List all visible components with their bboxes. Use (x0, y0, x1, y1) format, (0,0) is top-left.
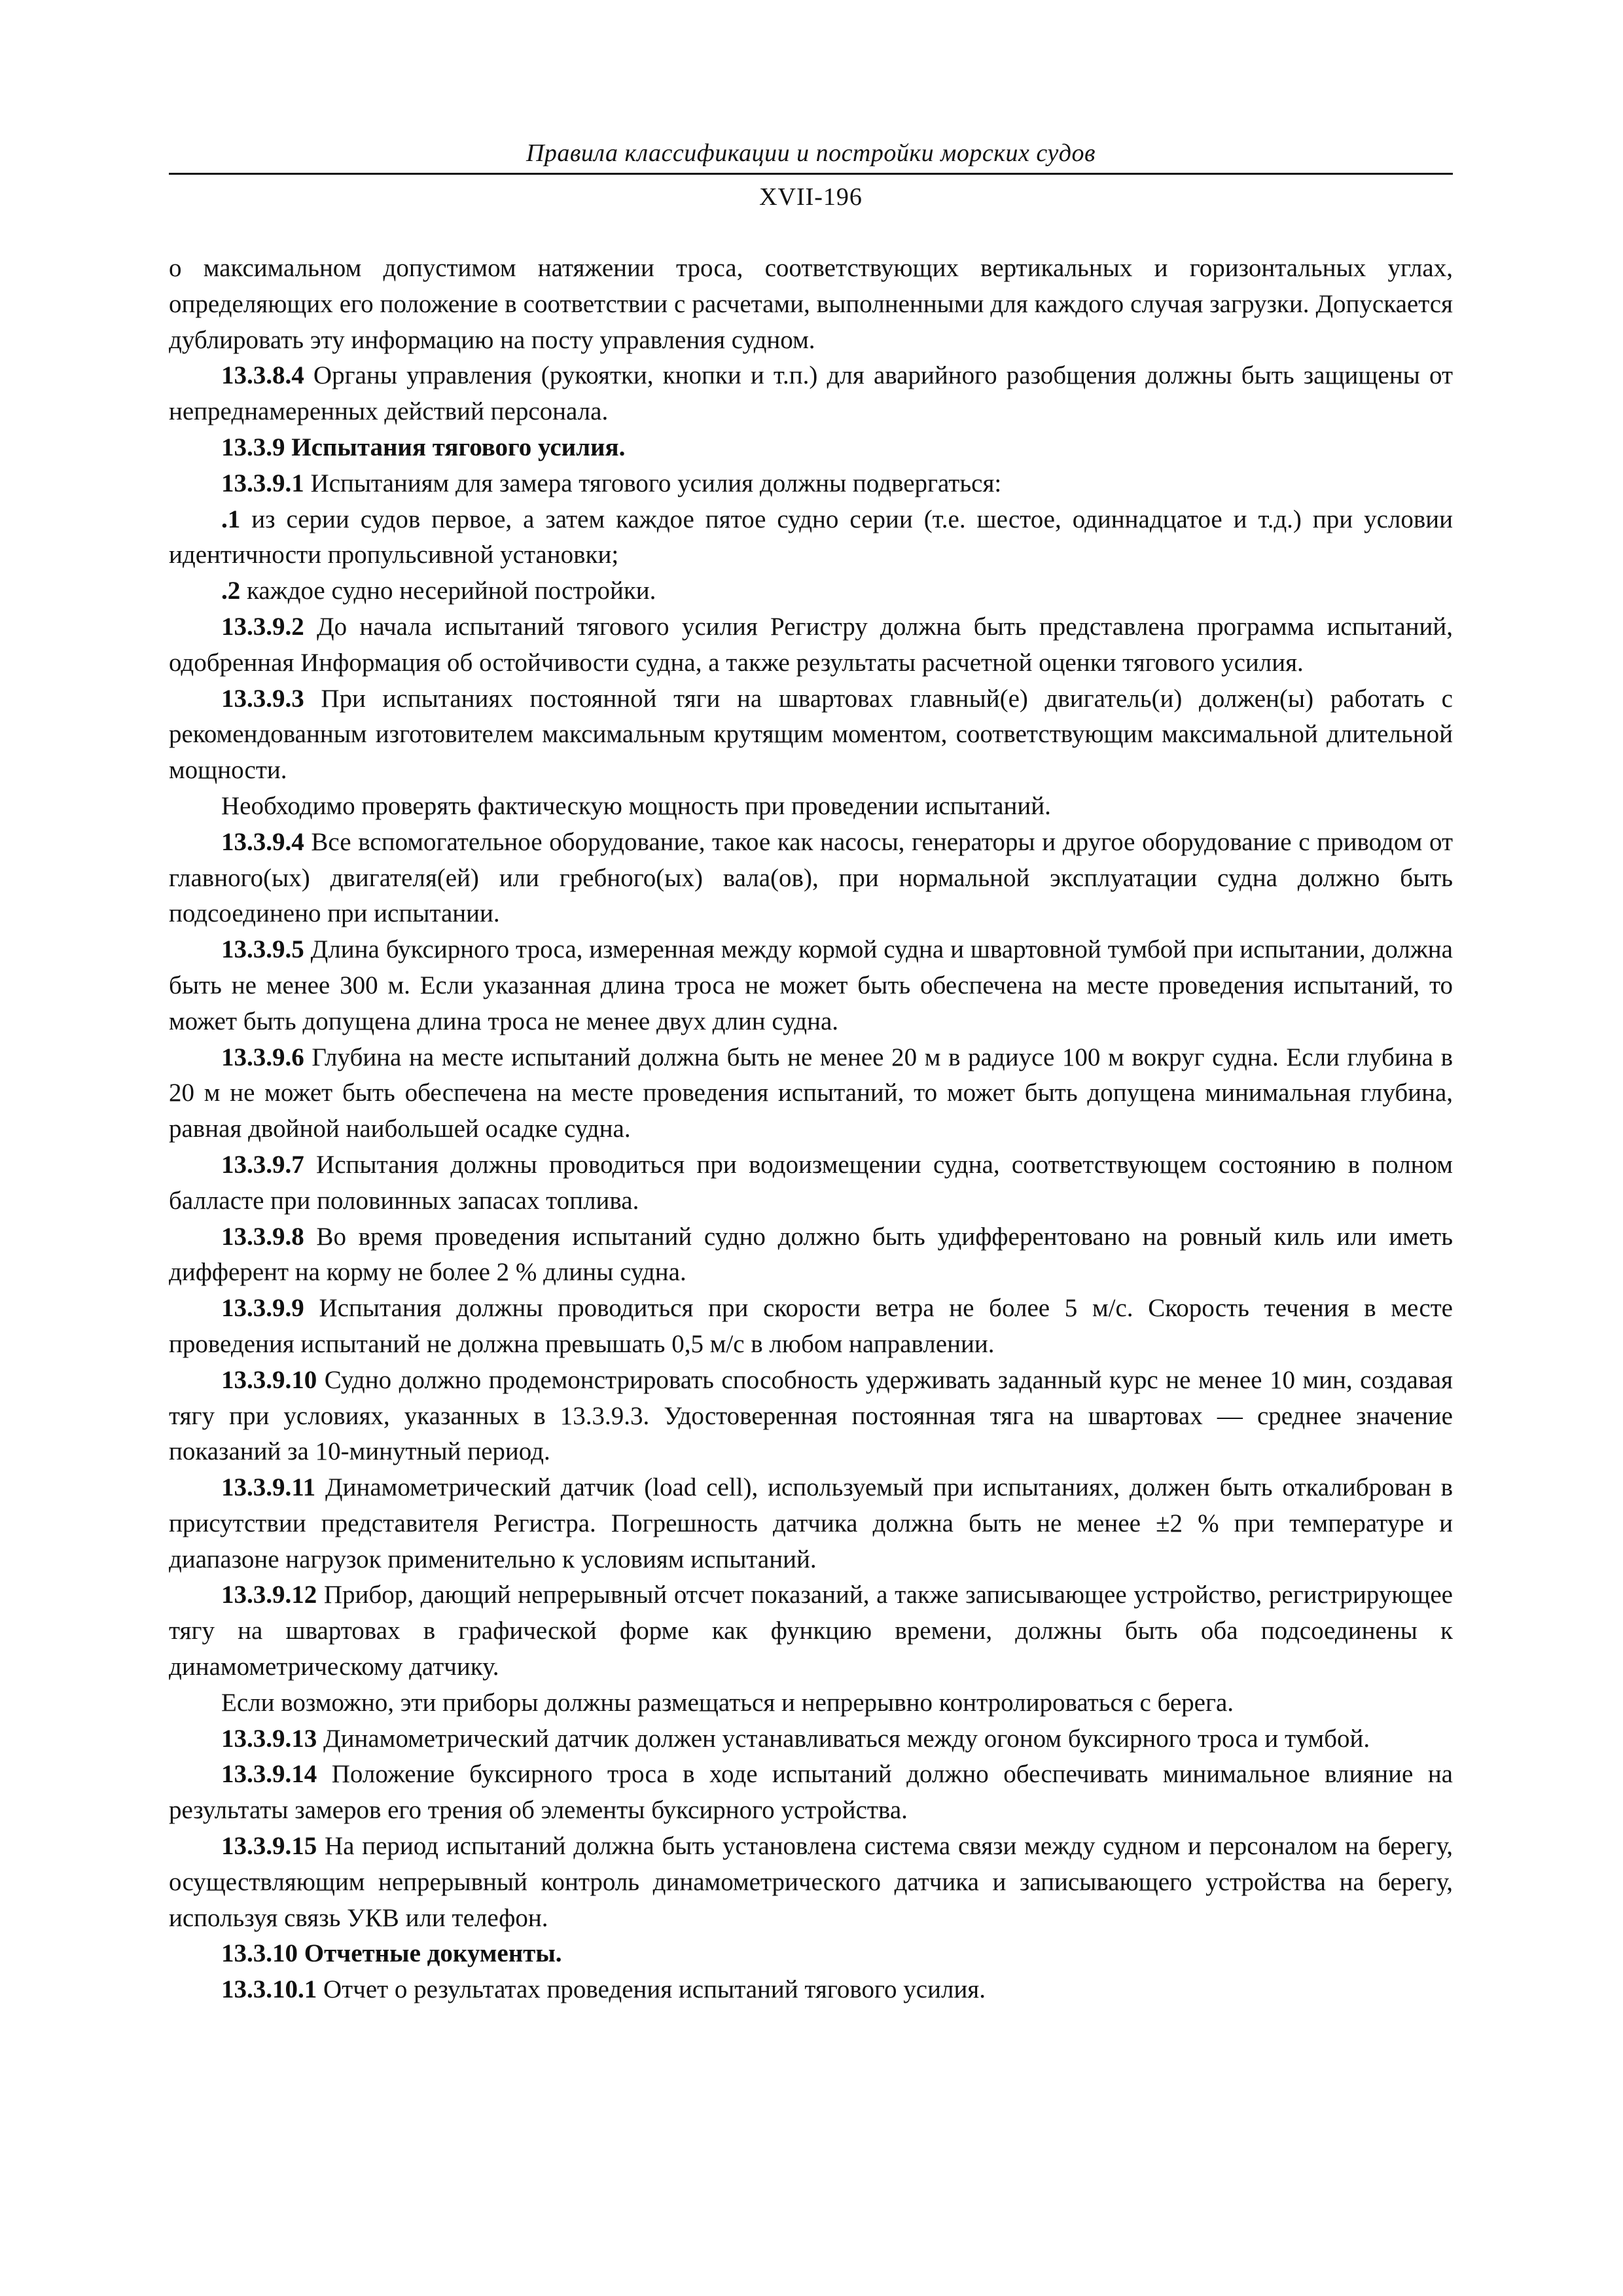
paragraph-note (169, 789, 1453, 825)
paragraph-text: Испытаниям для замера тягового усилия должны подвергаться: (304, 469, 1002, 497)
paragraph-13-3-9-7 (169, 1147, 1453, 1219)
section-heading: 13.3.10 Отчетные документы. (221, 1939, 562, 1968)
paragraph-number: 13.3.9.13 (221, 1724, 317, 1753)
paragraph-number: 13.3.9.8 (221, 1222, 304, 1251)
document-body (169, 251, 1453, 2008)
paragraph-13-3-9-4 (169, 825, 1453, 932)
paragraph-number: 13.3.9.4 (221, 827, 304, 856)
paragraph-text: Прибор, дающий непрерывный отсчет показаний, а также записывающее устройство, регистрирующее тягу на швартовах в графической форме как функцию времени, должны быть оба подсоединены к динамометрическому датчику. (169, 1581, 1453, 1681)
list-item-text: из серии судов первое, а затем каждое пятое судно серии (т.е. шестое, одиннадцатое и т.д.) при условии идентичности пропульсивной установки; (169, 505, 1453, 569)
paragraph-13-3-9-6 (169, 1040, 1453, 1147)
paragraph-13-3-9-14 (169, 1757, 1453, 1829)
paragraph-text: Отчет о результатах проведения испытаний тягового усилия. (317, 1975, 986, 2004)
list-item-1 (169, 502, 1453, 574)
page-number: XVII-196 (759, 183, 863, 211)
paragraph-13-3-9-5 (169, 932, 1453, 1039)
paragraph-text: Все вспомогательное оборудование, такое как насосы, генераторы и другое оборудование с приводом от главного(ых) двигателя(ей) или гребного(ых) вала(ов), при нормальной эксплуатации судна должно быть подсоединено при испытании. (169, 827, 1453, 928)
paragraph-text: Судно должно продемонстрировать способность удерживать заданный курс не менее 10 мин, создавая тягу при условиях, указанных в 13.3.9.3. Удостоверенная постоянная тяга на швартовах — среднее значение показаний за 10-минутный период. (169, 1365, 1453, 1466)
paragraph-number: 13.3.9.5 (221, 935, 304, 964)
paragraph-13-3-9-15 (169, 1829, 1453, 1936)
paragraph-13-3-9-13 (169, 1721, 1453, 1757)
paragraph-number: 13.3.9.11 (221, 1473, 316, 1502)
paragraph-text: Глубина на месте испытаний должна быть не менее 20 м в радиусе 100 м вокруг судна. Если глубина в 20 м не может быть обеспечена на месте проведения испытаний, то может быть допущена минимальная глубина, равная двойной наибольшей осадке судна. (169, 1043, 1453, 1143)
paragraph-13-3-10-1 (169, 1972, 1453, 2008)
paragraph-number: 13.3.9.1 (221, 469, 304, 497)
paragraph-13-3-9-12 (169, 1577, 1453, 1685)
paragraph-text: Положение буксирного троса в ходе испытаний должно обеспечивать минимальное влияние на результаты замеров его трения об элементы буксирного устройства. (169, 1760, 1453, 1825)
paragraph-number: 13.3.9.15 (221, 1832, 317, 1861)
paragraph-text: Испытания должны проводиться при скорости ветра не более 5 м/с. Скорость течения в месте проведения испытаний не должна превышать 0,5 м/с в любом направлении. (169, 1294, 1453, 1358)
paragraph-13-3-9-9 (169, 1291, 1453, 1363)
paragraph-13-3-9-11 (169, 1470, 1453, 1577)
paragraph-number: 13.3.9.12 (221, 1581, 317, 1609)
list-item-number: .2 (221, 577, 241, 605)
paragraph-text: о максимальном допустимом натяжении троса, соответствующих вертикальных и горизонтальных углах, определяющих его положение в соответствии с расчетами, выполненными для каждого случая загрузки. Допускается дублировать эту информацию на посту управления судном. (169, 254, 1453, 354)
paragraph-number: 13.3.9.2 (221, 612, 304, 641)
paragraph-number: 13.3.9.10 (221, 1365, 317, 1394)
paragraph-13-3-9-8 (169, 1219, 1453, 1291)
paragraph-13-3-9-10 (169, 1363, 1453, 1470)
paragraph-text: Необходимо проверять фактическую мощность при проведении испытаний. (221, 791, 1051, 820)
paragraph-number: 13.3.9.14 (221, 1760, 317, 1789)
paragraph-text: Динамометрический датчик должен устанавливаться между огоном буксирного троса и тумбой. (317, 1724, 1370, 1753)
paragraph-13-3-9-3 (169, 681, 1453, 789)
paragraph-text: Динамометрический датчик (load cell), используемый при испытаниях, должен быть откалиброван в присутствии представителя Регистра. Погрешность датчика должна быть не менее ±2 % при температуре и диапазоне нагрузок применительно к условиям испытаний. (169, 1473, 1453, 1573)
paragraph-continuation (169, 251, 1453, 358)
section-heading-13-3-9 (169, 430, 1453, 466)
paragraph-text: До начала испытаний тягового усилия Регистру должна быть представлена программа испытаний, одобренная Информация об остойчивости судна, а также результаты расчетной оценки тягового усилия. (169, 612, 1453, 677)
running-header-title: Правила классификации и постройки морских судов (169, 137, 1453, 175)
paragraph-13-3-8-4 (169, 358, 1453, 430)
paragraph-number: 13.3.9.9 (221, 1294, 304, 1323)
paragraph-number: 13.3.10.1 (221, 1975, 317, 2004)
paragraph-number: 13.3.8.4 (221, 361, 304, 390)
paragraph-text: Во время проведения испытаний судно должно быть удифферентовано на ровный киль или иметь дифферент на корму не более 2 % длины судна. (169, 1222, 1453, 1287)
list-item-number: .1 (221, 505, 241, 533)
paragraph-text: На период испытаний должна быть установлена система связи между судном и персоналом на берегу, осуществляющим непрерывный контроль динамометрического датчика и записывающего устройства на берегу, используя связь УКВ или телефон. (169, 1832, 1453, 1932)
paragraph-text: Органы управления (рукоятки, кнопки и т.п.) для аварийного разобщения должны быть защищены от непреднамеренных действий персонала. (169, 361, 1453, 426)
paragraph-13-3-9-2 (169, 609, 1453, 681)
paragraph-number: 13.3.9.7 (221, 1150, 304, 1179)
paragraph-text: При испытаниях постоянной тяги на швартовах главный(е) двигатель(и) должен(ы) работать с рекомендованным изготовителем максимальным крутящим моментом, соответствующим максимальной длительной мощности. (169, 684, 1453, 785)
paragraph-13-3-9-1 (169, 466, 1453, 502)
section-heading-13-3-10 (169, 1936, 1453, 1972)
page-header (169, 137, 1453, 213)
list-item-text: каждое судно несерийной постройки. (240, 577, 656, 605)
paragraph-number: 13.3.9.3 (221, 684, 304, 713)
section-heading: 13.3.9 Испытания тягового усилия. (221, 433, 626, 461)
paragraph-text: Испытания должны проводиться при водоизмещении судна, соответствующем состоянию в полном балласте при половинных запасах топлива. (169, 1150, 1453, 1215)
paragraph-number: 13.3.9.6 (221, 1043, 304, 1071)
paragraph-text: Длина буксирного троса, измеренная между кормой судна и швартовной тумбой при испытании, должна быть не менее 300 м. Если указанная длина троса не может быть обеспечена на месте проведения испытаний, то может быть допущена длина троса не менее двух длин судна. (169, 935, 1453, 1035)
paragraph-text: Если возможно, эти приборы должны размещаться и непрерывно контролироваться с берега. (221, 1688, 1234, 1717)
list-item-2 (169, 573, 1453, 609)
paragraph-note (169, 1685, 1453, 1721)
